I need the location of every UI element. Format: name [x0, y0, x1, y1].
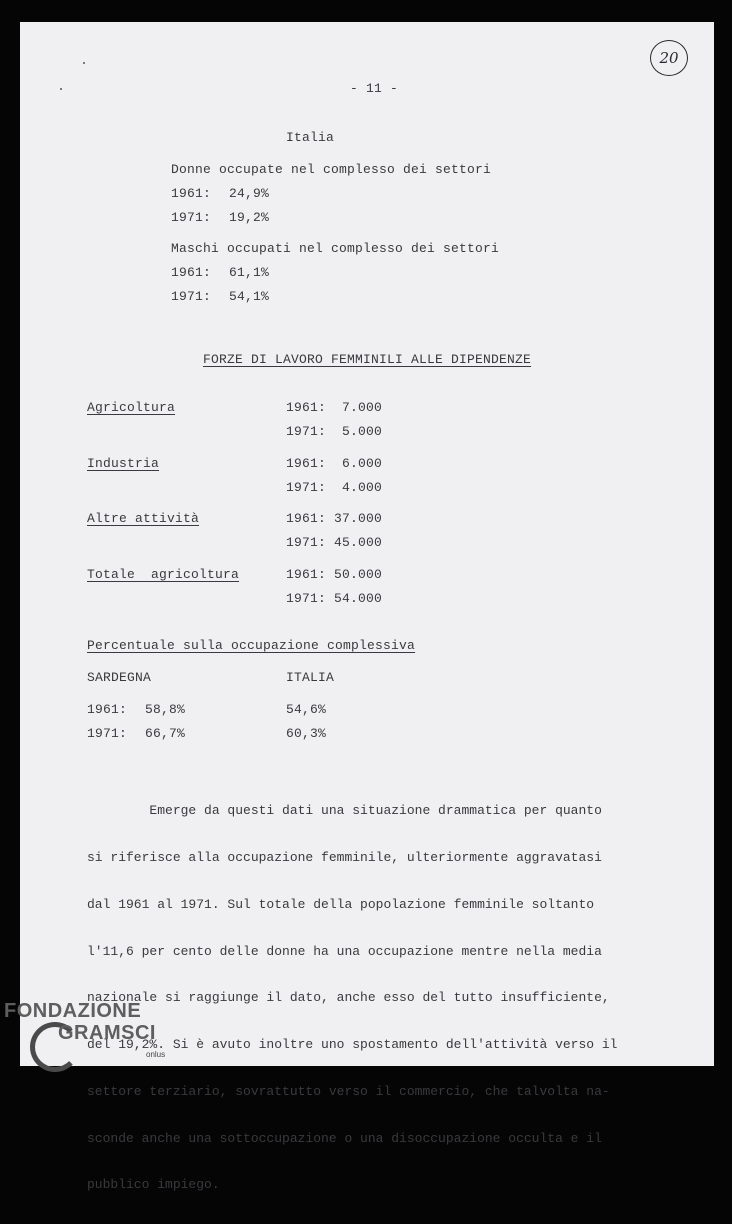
women-label: Donne occupate nel complesso dei settori [171, 162, 492, 177]
paragraph-line: nazionale si raggiunge il dato, anche esso del tutto insufficiente, [87, 990, 610, 1006]
paragraph-line: sconde anche una sottoccupazione o una disoccupazione occulta e il [87, 1130, 602, 1146]
men-label: Maschi occupati nel complesso dei settori [171, 241, 500, 256]
paragraph-line: si riferisce alla occupazione femminile, ulteriormente aggravatasi [87, 849, 602, 865]
section-title: Italia [286, 130, 335, 145]
percent-year: 1961: [87, 702, 128, 717]
paragraph-line: settore terziario, sovrattutto verso il commercio, che talvolta na- [87, 1083, 610, 1099]
forze-value: 54.000 [334, 591, 383, 606]
body-paragraph [87, 772, 647, 1224]
paragraph-line: del 19,2%. Si è avuto inoltre uno spostamento dell'attività verso il [87, 1037, 618, 1053]
men-1971-year: 1971: [171, 289, 212, 304]
women-1971-year: 1971: [171, 210, 212, 225]
col-sardegna: SARDEGNA [87, 670, 152, 685]
sector-industria: Industria [87, 456, 160, 471]
women-1961-value: 24,9% [229, 186, 270, 201]
paragraph-line: l'11,6 per cento delle donne ha una occupazione mentre nella media [87, 943, 602, 959]
sector-altre-attivita: Altre attività [87, 511, 200, 526]
forze-value: 45.000 [334, 535, 383, 550]
percent-italia: 60,3% [286, 726, 327, 741]
forze-year: 1971: [286, 535, 327, 550]
watermark-line2: GRAMSCI [58, 1022, 156, 1044]
page-number: - 11 - [350, 81, 399, 96]
forze-year: 1961: [286, 567, 327, 582]
forze-value: 50.000 [334, 567, 383, 582]
percent-italia: 54,6% [286, 702, 327, 717]
paragraph-line: dal 1961 al 1971. Sul totale della popolazione femminile soltanto [87, 896, 595, 912]
forze-year: 1961: [286, 456, 327, 471]
forze-year: 1961: [286, 400, 327, 415]
percent-heading: Percentuale sulla occupazione complessiva [87, 638, 416, 653]
document-page [20, 22, 714, 1193]
sector-totale: Totale agricoltura [87, 567, 240, 582]
forze-year: 1971: [286, 424, 327, 439]
women-1961-year: 1961: [171, 186, 212, 201]
forze-heading: FORZE DI LAVORO FEMMINILI ALLE DIPENDENZE [203, 352, 532, 367]
col-italia: ITALIA [286, 670, 335, 685]
forze-year: 1961: [286, 511, 327, 526]
women-1971-value: 19,2% [229, 210, 270, 225]
percent-sardegna: 58,8% [145, 702, 186, 717]
speck [83, 62, 85, 64]
men-1961-year: 1961: [171, 265, 212, 280]
forze-value: 5.000 [342, 424, 383, 439]
forze-year: 1971: [286, 591, 327, 606]
forze-value: 7.000 [342, 400, 383, 415]
men-1961-value: 61,1% [229, 265, 270, 280]
paragraph-line: Emerge da questi dati una situazione drammatica per quanto [87, 803, 602, 819]
watermark-line1: FONDAZIONE [4, 1000, 142, 1022]
men-1971-value: 54,1% [229, 289, 270, 304]
sector-agricoltura: Agricoltura [87, 400, 176, 415]
speck [60, 88, 62, 90]
paragraph-line: pubblico impiego. [87, 1177, 220, 1193]
forze-year: 1971: [286, 480, 327, 495]
forze-value: 4.000 [342, 480, 383, 495]
percent-sardegna: 66,7% [145, 726, 186, 741]
percent-year: 1971: [87, 726, 128, 741]
handwritten-page-mark: 20 [650, 40, 688, 76]
forze-value: 6.000 [342, 456, 383, 471]
forze-value: 37.000 [334, 511, 383, 526]
watermark-small: onlus [146, 1050, 166, 1059]
watermark [4, 1000, 156, 1044]
